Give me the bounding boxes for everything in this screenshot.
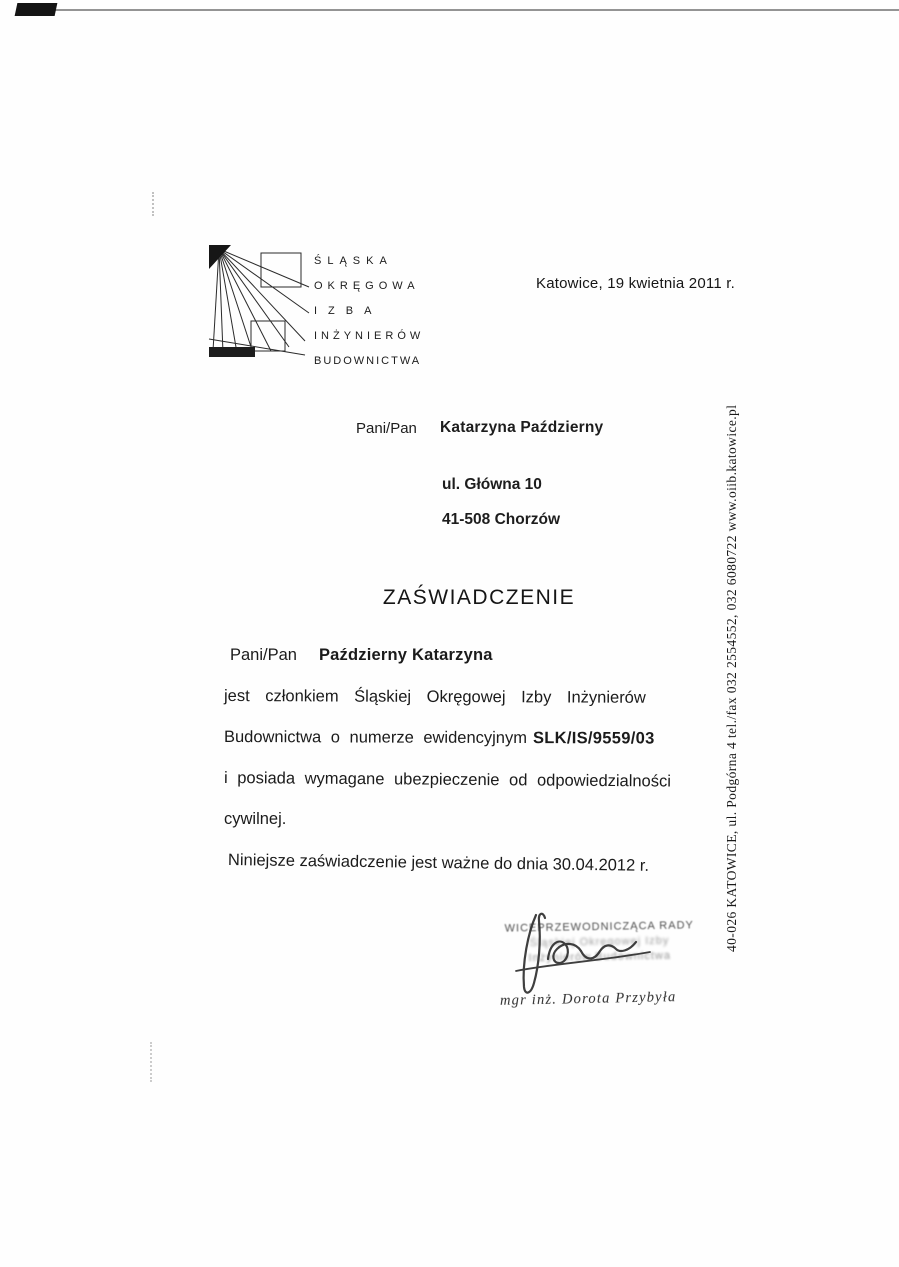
body-line-registry [224,728,655,749]
logo-word-izba: IZBA [314,305,383,317]
body-line-insurance-end: cywilnej. [224,810,287,828]
signer-name-caption: mgr inż. Dorota Przybyła [499,989,677,1009]
registry-number-prefix: Budownictwa o numerze ewidencyjnym [223,728,528,748]
scan-artifact-left-mark-lower [150,1042,154,1082]
logo-word-okregowa: OKRĘGOWA [314,280,420,292]
member-salutation-label: Pani/Pan [230,646,297,664]
chamber-logo-icon [205,243,310,361]
logo-word-inzynierow: INŻYNIERÓW [314,330,425,342]
logo-word-budownictwa: BUDOWNICTWA [314,355,422,367]
scan-artifact-left-mark [152,192,156,216]
stamp-org-line-2: Inżynierów Budownictwa [528,949,672,965]
place-and-date: Katowice, 19 kwietnia 2011 r. [536,275,735,292]
body-line-validity: Niniejsze zaświadczenie jest ważne do dnia 30.04.2012 r. [227,851,650,875]
document-title: ZAŚWIADCZENIE [382,586,576,609]
scan-artifact-corner-blob [15,3,58,16]
logo-word-slaska: ŚLĄSKA [314,255,393,267]
stamp-title-line: WICEPRZEWODNICZĄCA RADY [504,919,694,935]
recipient-city: 41-508 Chorzów [442,511,561,528]
member-registry-number: SLK/IS/9559/03 [532,729,655,748]
stamp-org-line-1: Śląskiej Okręgowej Izby [529,934,670,950]
body-line-member [230,646,493,665]
scan-artifact-top-line [52,9,899,11]
recipient-name: Katarzyna Październy [440,419,604,436]
body-line-insurance: i posiada wymagane ubezpieczenie od odpowiedzialności [223,769,672,791]
chamber-logo-wordmark [314,249,424,374]
recipient-street: ul. Główna 10 [442,476,542,493]
member-name: Październy Katarzyna [318,646,493,664]
body-line-membership: jest członkiem Śląskiej Okręgowej Izby Inżynierów [223,687,646,707]
logo-bottom-bar [209,347,255,357]
issuer-address-vertical-text: 40-026 KATOWICE, ul. Podgórna 4 tel./fax 032 2554552, 032 6080722 www.oiib.katowice.pl [724,404,739,952]
handwritten-signature [478,903,683,1001]
recipient-salutation-label: Pani/Pan [356,420,417,437]
